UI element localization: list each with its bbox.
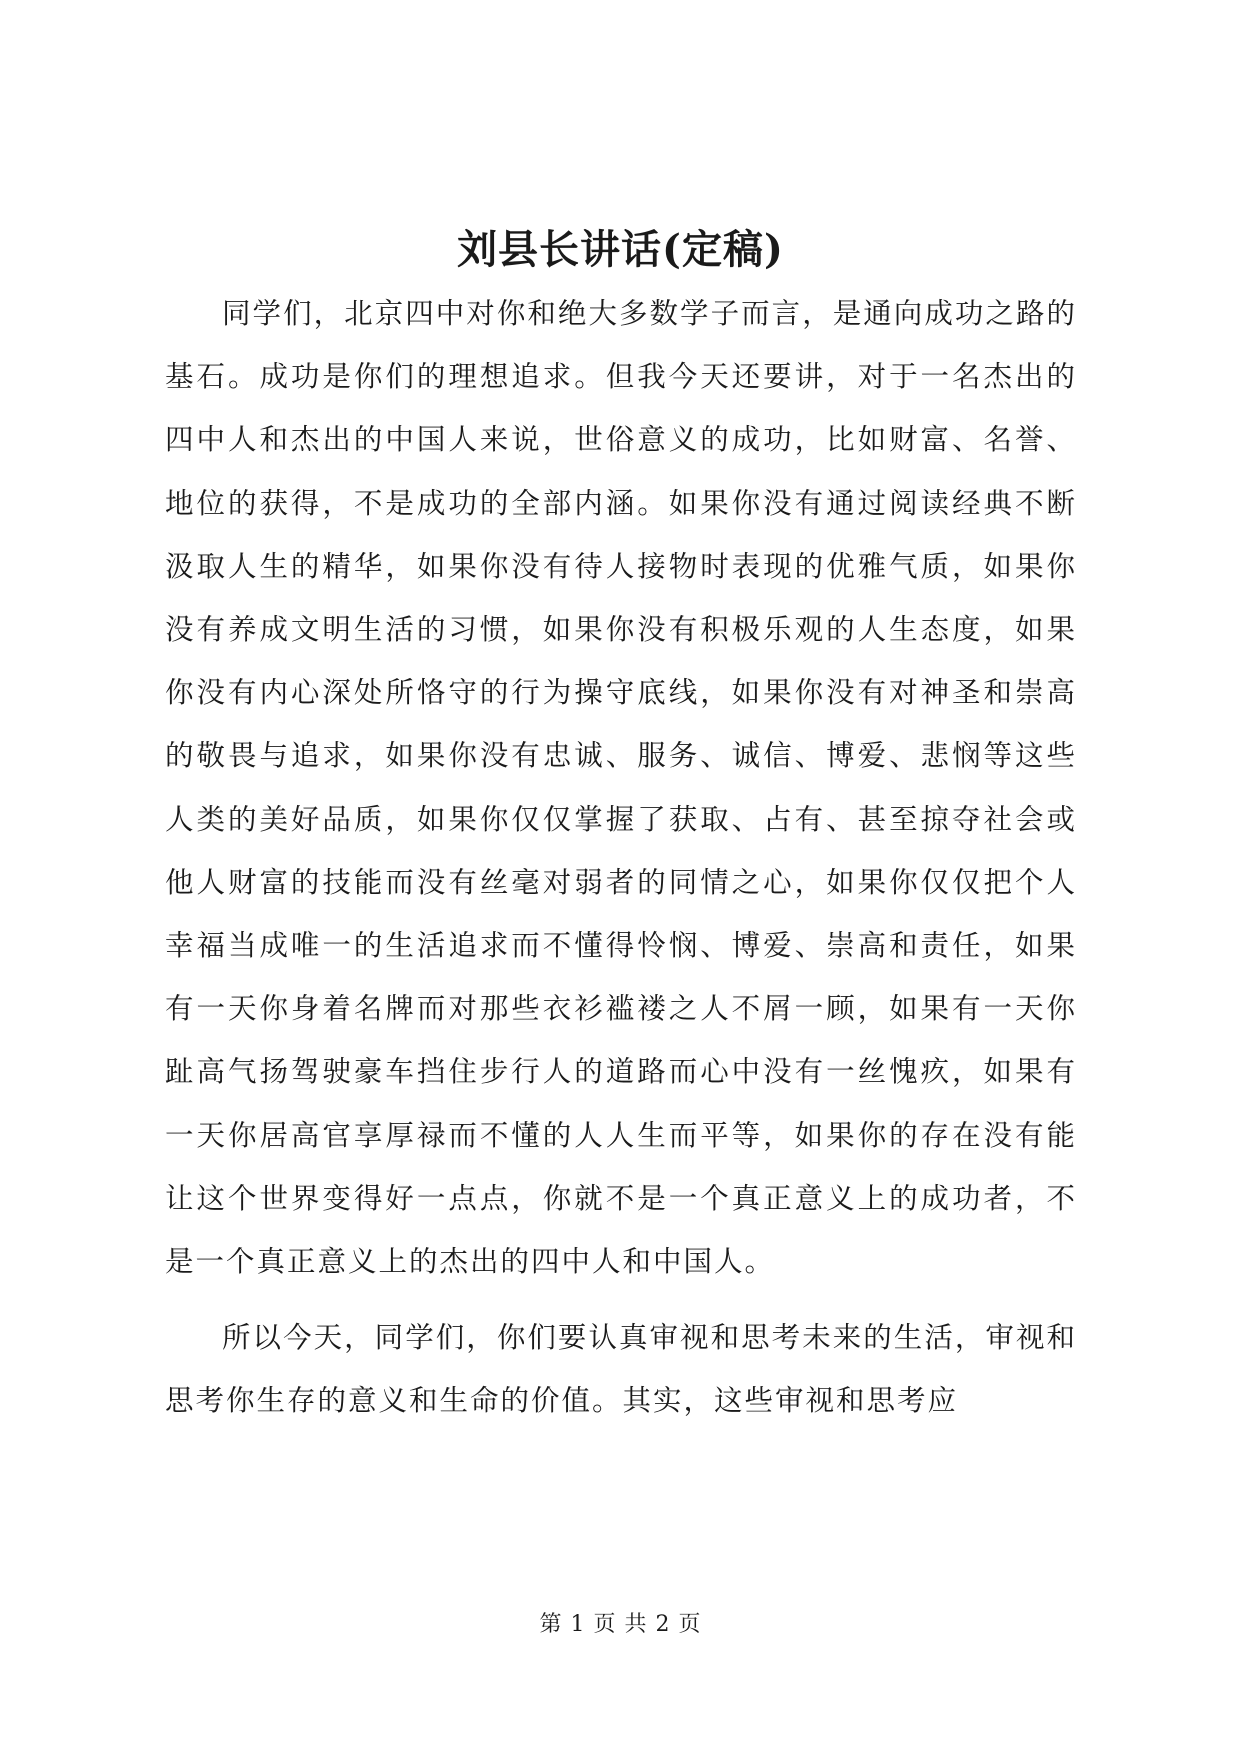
document-body xyxy=(165,282,1077,1433)
page-footer: 第 1 页 共 2 页 xyxy=(539,1612,702,1637)
document-title: 刘县长讲话(定稿) xyxy=(457,226,784,273)
paragraph-1: 同学们，北京四中对你和绝大多数学子而言，是通向成功之路的基石。成功是你们的理想追求。但我今天还要讲，对于一名杰出的四中人和杰出的中国人来说，世俗意义的成功，比如财富、名誉、地位的获得，不是成功的全部内涵。如果你没有通过阅读经典不断汲取人生的精华，如果你没有待人接物时表现的优雅气质，如果你没有养成文明生活的习惯，如果你没有积极乐观的人生态度，如果你没有内心深处所恪守的行为操守底线，如果你没有对神圣和崇高的敬畏与追求，如果你没有忠诚、服务、诚信、博爱、悲悯等这些人类的美好品质，如果你仅仅掌握了获取、占有、甚至掠夺社会或他人财富的技能而没有丝毫对弱者的同情之心，如果你仅仅把个人幸福当成唯一的生活追求而不懂得怜悯、博爱、崇高和责任，如果有一天你身着名牌而对那些衣衫褴褛之人不屑一顾，如果有一天你趾高气扬驾驶豪车挡住步行人的道路而心中没有一丝愧疚，如果有一天你居高官享厚禄而不懂的人人生而平等，如果你的存在没有能让这个世界变得好一点点，你就不是一个真正意义上的成功者，不是一个真正意义上的杰出的四中人和中国人。 xyxy=(165,297,1077,1279)
paragraph-2: 所以今天，同学们，你们要认真审视和思考未来的生活，审视和思考你生存的意义和生命的价值。其实，这些审视和思考应 xyxy=(165,1321,1077,1418)
